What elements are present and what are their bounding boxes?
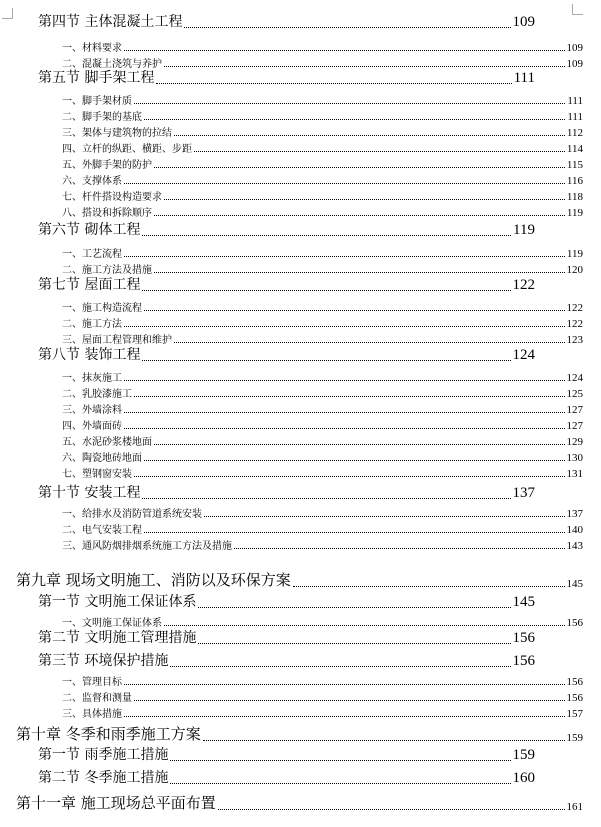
- dot-leader: [170, 665, 510, 667]
- toc-page-number: 109: [566, 58, 583, 70]
- dot-leader: [184, 26, 510, 28]
- toc-item-row[interactable]: [62, 690, 583, 704]
- toc-section-row[interactable]: [38, 275, 535, 294]
- toc-entry-title: 八、搭设和拆除顺序: [62, 208, 152, 219]
- toc-page-number: 156: [512, 630, 535, 646]
- toc-entry-title: 第十节 安装工程: [38, 485, 141, 501]
- toc-entry-title: 一、管理目标: [62, 677, 122, 688]
- page-corner-mark: [572, 4, 583, 15]
- toc-page-number: 109: [566, 42, 583, 54]
- toc-page-number: 116: [566, 175, 583, 187]
- toc-entry-title: 五、水泥砂浆楼地面: [62, 437, 152, 448]
- dot-leader: [144, 531, 565, 533]
- toc-entry-title: 二、混凝土浇筑与养护: [62, 59, 162, 70]
- toc-item-row[interactable]: [62, 706, 583, 720]
- toc-item-row[interactable]: [62, 300, 583, 314]
- toc-item-row[interactable]: [62, 316, 583, 330]
- toc-page-number: 111: [567, 95, 583, 107]
- toc-page-number: 124: [566, 372, 583, 384]
- toc-section-row[interactable]: [38, 483, 535, 502]
- toc-page-number: 156: [512, 653, 535, 669]
- dot-leader: [154, 443, 565, 445]
- toc-entry-title: 一、脚手架材质: [62, 96, 132, 107]
- toc-entry-title: 一、给排水及消防管道系统安装: [62, 509, 202, 520]
- toc-entry-title: 第八节 装饰工程: [38, 347, 141, 363]
- dot-leader: [218, 808, 565, 810]
- toc-item-row[interactable]: [62, 418, 583, 432]
- dot-leader: [124, 255, 565, 257]
- dot-leader: [156, 82, 511, 84]
- toc-entry-title: 第六节 砌体工程: [38, 222, 141, 238]
- toc-page-number: 119: [566, 248, 583, 260]
- dot-leader: [154, 271, 565, 273]
- toc-page-number: 122: [512, 277, 535, 293]
- dot-leader: [142, 289, 510, 291]
- dot-leader: [134, 395, 565, 397]
- toc-entry-title: 二、乳胶漆施工: [62, 389, 132, 400]
- toc-item-row[interactable]: [62, 141, 583, 155]
- dot-leader: [204, 515, 565, 517]
- toc-entry-title: 二、监督和测量: [62, 693, 132, 704]
- dot-leader: [174, 341, 565, 343]
- toc-entry-title: 第五节 脚手架工程: [38, 70, 155, 86]
- toc-item-row[interactable]: [62, 246, 583, 260]
- toc-chapter-row[interactable]: [16, 724, 583, 744]
- toc-item-row[interactable]: [62, 466, 583, 480]
- dot-leader: [134, 102, 565, 104]
- toc-entry-title: 第九章 现场文明施工、消防以及环保方案: [16, 571, 291, 589]
- toc-page-number: 118: [566, 191, 583, 203]
- dot-leader: [124, 427, 565, 429]
- dot-leader: [124, 683, 565, 685]
- toc-item-row[interactable]: [62, 370, 583, 384]
- toc-page-number: 140: [566, 524, 583, 536]
- toc-entry-title: 一、抹灰施工: [62, 373, 122, 384]
- toc-entry-title: 二、施工方法: [62, 319, 122, 330]
- dot-leader: [154, 214, 565, 216]
- toc-entry-title: 三、架体与建筑物的拉结: [62, 128, 172, 139]
- toc-page-number: 127: [566, 420, 583, 432]
- dot-leader: [293, 585, 565, 587]
- toc-entry-title: 第七节 屋面工程: [38, 277, 141, 293]
- toc-item-row[interactable]: [62, 522, 583, 536]
- dot-leader: [203, 739, 565, 741]
- dot-leader: [134, 699, 565, 701]
- dot-leader: [124, 182, 565, 184]
- toc-page-number: 161: [566, 801, 583, 813]
- toc-entry-title: 六、支撑体系: [62, 176, 122, 187]
- toc-page-number: 156: [566, 617, 583, 629]
- toc-section-row[interactable]: [38, 345, 535, 364]
- toc-entry-title: 四、外墙面砖: [62, 421, 122, 432]
- toc-section-row[interactable]: [38, 68, 535, 87]
- toc-entry-title: 四、立杆的纵距、横距、步距: [62, 144, 192, 155]
- toc-chapter-row[interactable]: [16, 793, 583, 813]
- toc-entry-title: 二、电气安装工程: [62, 525, 142, 536]
- toc-page-number: 111: [513, 70, 535, 86]
- dot-leader: [124, 49, 565, 51]
- toc-entry-title: 第二节 冬季施工措施: [38, 770, 169, 786]
- toc-item-row[interactable]: [62, 40, 583, 54]
- toc-page-number: 122: [566, 302, 583, 314]
- toc-page-number: 129: [566, 436, 583, 448]
- toc-entry-title: 二、施工方法及措施: [62, 265, 152, 276]
- toc-section-row[interactable]: [38, 745, 535, 764]
- toc-item-row[interactable]: [62, 93, 583, 107]
- toc-entry-title: 七、杆件搭设构造要求: [62, 192, 162, 203]
- dot-leader: [198, 642, 510, 644]
- dot-leader: [174, 134, 565, 136]
- toc-section-row[interactable]: [38, 592, 535, 611]
- toc-entry-title: 二、脚手架的基底: [62, 112, 142, 123]
- dot-leader: [124, 411, 565, 413]
- toc-item-row[interactable]: [62, 125, 583, 139]
- toc-entry-title: 第一节 雨季施工措施: [38, 747, 169, 763]
- toc-entry-title: 第十章 冬季和雨季施工方案: [16, 725, 201, 743]
- toc-item-row[interactable]: [62, 189, 583, 203]
- toc-page-number: 120: [566, 264, 583, 276]
- toc-page-number: 119: [566, 207, 583, 219]
- toc-page-number: 137: [512, 485, 535, 501]
- toc-entry-title: 三、具体措施: [62, 709, 122, 720]
- toc-page-number: 127: [566, 404, 583, 416]
- toc-page-number: 114: [566, 143, 583, 155]
- dot-leader: [144, 309, 565, 311]
- toc-page-number: 124: [512, 347, 535, 363]
- dot-leader: [164, 65, 565, 67]
- toc-item-row[interactable]: [62, 157, 583, 171]
- toc-page-number: 111: [567, 111, 583, 123]
- toc-item-row[interactable]: [62, 434, 583, 448]
- dot-leader: [124, 715, 565, 717]
- toc-item-row[interactable]: [62, 109, 583, 123]
- dot-leader: [124, 325, 565, 327]
- toc-page-number: 115: [566, 159, 583, 171]
- toc-entry-title: 三、屋面工程管理和维护: [62, 335, 172, 346]
- toc-entry-title: 第二节 文明施工管理措施: [38, 630, 197, 646]
- toc-page-number: 159: [566, 732, 583, 744]
- toc-entry-title: 三、通风防烟排烟系统施工方法及措施: [62, 541, 232, 552]
- dot-leader: [124, 379, 565, 381]
- toc-page-number: 143: [566, 540, 583, 552]
- toc-item-row[interactable]: [62, 506, 583, 520]
- toc-page-number: 122: [566, 318, 583, 330]
- toc-chapter-row[interactable]: [16, 570, 583, 590]
- toc-item-row[interactable]: [62, 205, 583, 219]
- dot-leader: [142, 359, 510, 361]
- toc-entry-title: 第一节 文明施工保证体系: [38, 594, 197, 610]
- toc-entry-title: 一、文明施工保证体系: [62, 618, 162, 629]
- toc-page-number: 137: [566, 508, 583, 520]
- toc-entry-title: 一、工艺流程: [62, 249, 122, 260]
- toc-item-row[interactable]: [62, 402, 583, 416]
- toc-entry-title: 一、施工构造流程: [62, 303, 142, 314]
- dot-leader: [234, 547, 565, 549]
- toc-item-row[interactable]: [62, 173, 583, 187]
- dot-leader: [134, 475, 565, 477]
- toc-entry-title: 五、外脚手架的防护: [62, 160, 152, 171]
- toc-item-row[interactable]: [62, 538, 583, 552]
- dot-leader: [142, 497, 510, 499]
- toc-page-number: 112: [566, 127, 583, 139]
- toc-page-number: 125: [566, 388, 583, 400]
- toc-page-number: 145: [566, 578, 583, 590]
- toc-page-number: 130: [566, 452, 583, 464]
- toc-page-number: 109: [512, 14, 535, 30]
- toc-page-number: 123: [566, 334, 583, 346]
- dot-leader: [170, 782, 510, 784]
- toc-entry-title: 第四节 主体混凝土工程: [38, 14, 183, 30]
- toc-section-row[interactable]: [38, 628, 535, 647]
- toc-page-number: 159: [512, 747, 535, 763]
- page-corner-mark: [2, 8, 13, 19]
- toc-item-row[interactable]: [62, 450, 583, 464]
- toc-page-number: 156: [566, 692, 583, 704]
- dot-leader: [164, 198, 565, 200]
- toc-entry-title: 三、外墙涂料: [62, 405, 122, 416]
- toc-page-number: 131: [566, 468, 583, 480]
- toc-item-row[interactable]: [62, 674, 583, 688]
- toc-section-row[interactable]: [38, 12, 535, 31]
- dot-leader: [198, 606, 510, 608]
- dot-leader: [194, 150, 565, 152]
- toc-page-number: 119: [513, 222, 535, 238]
- dot-leader: [154, 166, 565, 168]
- toc-page-number: 157: [566, 708, 583, 720]
- toc-entry-title: 一、材料要求: [62, 43, 122, 54]
- dot-leader: [164, 624, 565, 626]
- toc-section-row[interactable]: [38, 651, 535, 670]
- toc-entry-title: 第三节 环境保护措施: [38, 653, 169, 669]
- toc-entry-title: 第十一章 施工现场总平面布置: [16, 794, 216, 812]
- toc-page-number: 156: [566, 676, 583, 688]
- dot-leader: [142, 234, 511, 236]
- dot-leader: [170, 759, 510, 761]
- toc-entry-title: 七、塑钢窗安装: [62, 469, 132, 480]
- toc-section-row[interactable]: [38, 768, 535, 787]
- toc-page-number: 145: [512, 594, 535, 610]
- dot-leader: [144, 459, 565, 461]
- toc-section-row[interactable]: [38, 220, 535, 239]
- toc-page-number: 160: [512, 770, 535, 786]
- toc-entry-title: 六、陶瓷地砖地面: [62, 453, 142, 464]
- dot-leader: [144, 118, 565, 120]
- toc-item-row[interactable]: [62, 386, 583, 400]
